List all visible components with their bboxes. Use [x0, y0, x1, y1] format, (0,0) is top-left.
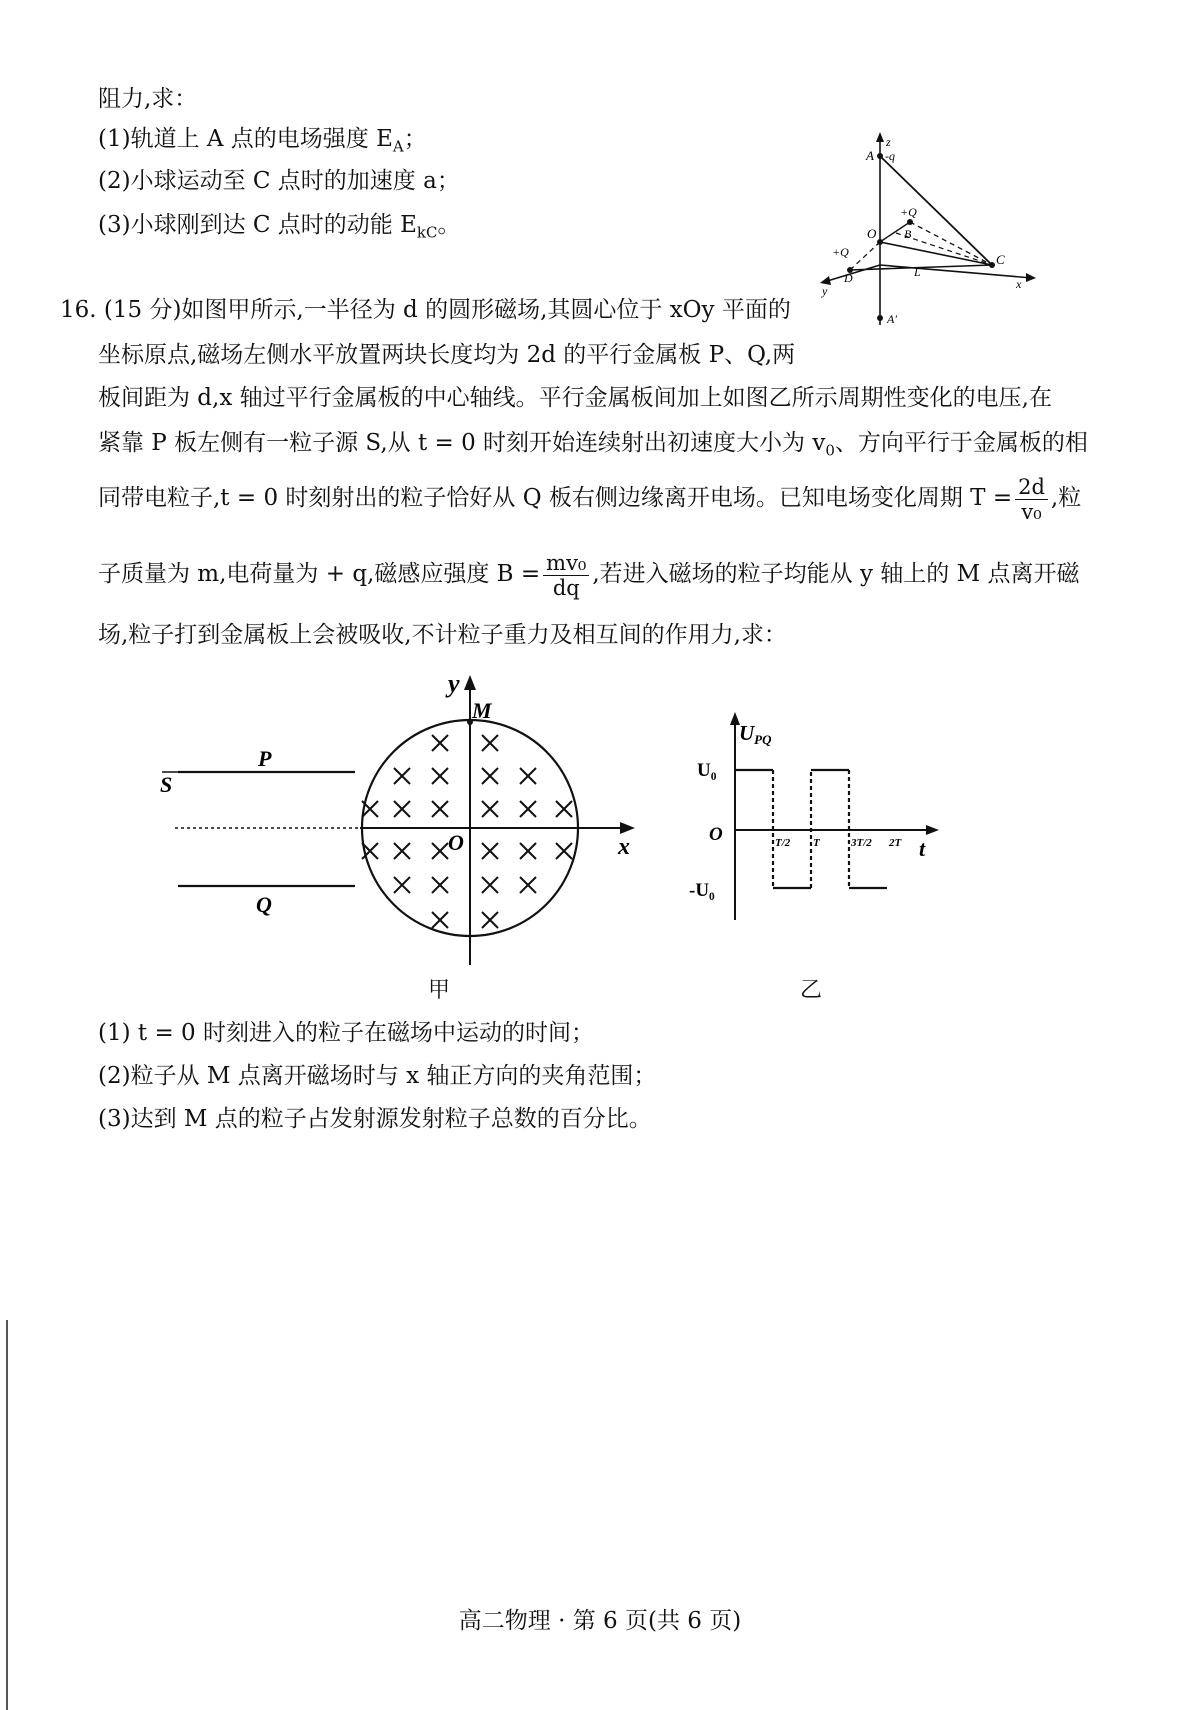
yi-label-u0: U₀ [697, 760, 717, 781]
fig15-label-d: D [844, 271, 853, 285]
q16-line-1: 16. (15 分)如图甲所示,一半径为 d 的圆形磁场,其圆心位于 xOy 平面的 [60, 297, 791, 323]
q15-item-1: (1)轨道上 A 点的电场强度 $E_A$； [98, 126, 427, 156]
yi-label-o: O [709, 824, 723, 845]
fig15-label-plus-q-top: +Q [900, 205, 917, 219]
field-cross [482, 768, 498, 784]
field-cross [394, 801, 410, 817]
scan-edge-line [6, 1320, 8, 1710]
jia-label-o: O [448, 830, 464, 855]
field-cross [482, 843, 498, 859]
frac-field: $\frac{\text{mv₀}}{dq}$ [543, 551, 589, 600]
yi-label-t: t [919, 836, 926, 861]
jia-label-s: S [160, 772, 173, 797]
field-cross [394, 843, 410, 859]
q16-line-7: 场,粒子打到金属板上会被吸收,不计粒子重力及相互间的作用力,求： [98, 622, 787, 648]
fig15-label-plus-q-left: +Q [832, 245, 849, 259]
q15-item-2: (2)小球运动至 C 点时的加速度 a； [98, 168, 460, 194]
caption-yi: 乙 [800, 978, 823, 1003]
field-cross [394, 768, 410, 784]
field-cross [520, 768, 536, 784]
time-tick-label: 3T/2 [851, 837, 872, 849]
fig15-label-c: C [996, 252, 1005, 267]
magnetic-field-crosses [362, 735, 572, 928]
jia-label-x: x [618, 834, 630, 860]
field-cross [394, 877, 410, 893]
q16-question-3: (3)达到 M 点的粒子占发射源发射粒子总数的百分比。 [98, 1106, 652, 1132]
time-tick-label: T/2 [775, 837, 791, 849]
fig15-label-o: O [867, 226, 877, 241]
figure-yi [689, 710, 955, 930]
field-cross [432, 843, 448, 859]
q16-line-4: 紧靠 P 板左侧有一粒子源 S,从 t = 0 时刻开始连续射出初速度大小为 $v_0$、方向平行于金属板的相 [98, 430, 1088, 460]
yi-label-neg-u0: -U₀ [689, 880, 715, 901]
field-cross [432, 877, 448, 893]
field-cross [432, 912, 448, 928]
q15-item-3: (3)小球刚到达 C 点时的动能 $E_{kC}$。 [98, 212, 461, 242]
field-cross [520, 877, 536, 893]
q15-intro: 阻力,求： [98, 86, 198, 112]
jia-label-q: Q [256, 892, 272, 917]
field-cross [482, 877, 498, 893]
time-tick-label: T [813, 837, 820, 849]
yi-label-u: UPQ [739, 721, 772, 747]
time-tick-label: 2T [889, 837, 902, 849]
caption-jia: 甲 [428, 978, 451, 1003]
page-footer: 高二物理 · 第 6 页(共 6 页) [458, 1608, 742, 1634]
frac-period: $\frac{2d}{\text{v₀}}$ [1015, 475, 1048, 524]
field-cross [556, 801, 572, 817]
q16-line-5: 同带电粒子,t = 0 时刻射出的粒子恰好从 Q 板右侧边缘离开电场。已知电场变化周期 T = $\frac{2d}{\text{v₀}}$ ,粒 [98, 474, 1082, 524]
field-cross [482, 735, 498, 751]
q16-question-1: (1) t = 0 时刻进入的粒子在磁场中运动的时间； [98, 1020, 594, 1046]
fig15-label-z: z [886, 135, 891, 149]
fig15-label-l: L [914, 265, 921, 279]
field-cross [482, 912, 498, 928]
fig15-label-a-prime: A′ [887, 312, 897, 326]
field-cross [520, 801, 536, 817]
field-cross [432, 768, 448, 784]
field-cross [556, 843, 572, 859]
field-cross [520, 843, 536, 859]
q16-line-3: 板间距为 d,x 轴过平行金属板的中心轴线。平行金属板间加上如图乙所示周期性变化的电压,在 [98, 385, 1052, 411]
fig15-label-x: x [1016, 277, 1022, 291]
fig15-label-b: B [904, 227, 912, 241]
jia-label-p: P [258, 746, 272, 771]
q16-question-2: (2)粒子从 M 点离开磁场时与 x 轴正方向的夹角范围； [98, 1063, 657, 1089]
jia-label-y: y [448, 669, 460, 698]
fig15-label-a: A [866, 148, 874, 163]
figure-jia [150, 660, 670, 990]
field-cross [432, 801, 448, 817]
q16-line-2: 坐标原点,磁场左侧水平放置两块长度均为 2d 的平行金属板 P、Q,两 [98, 342, 796, 368]
fig15-label-minus-q: -q [885, 149, 895, 163]
time-ticks [775, 837, 903, 849]
jia-label-m: M [472, 698, 492, 723]
field-cross [432, 735, 448, 751]
q15-figure [810, 130, 1040, 330]
fig15-label-y: y [822, 284, 828, 298]
q16-line-6: 子质量为 m,电荷量为 + q,磁感应强度 B = $\frac{\text{mv₀}}{dq}$ ,若进入磁场的粒子均能从 y 轴上的 M 点离开磁 [98, 550, 1080, 600]
field-cross [482, 801, 498, 817]
